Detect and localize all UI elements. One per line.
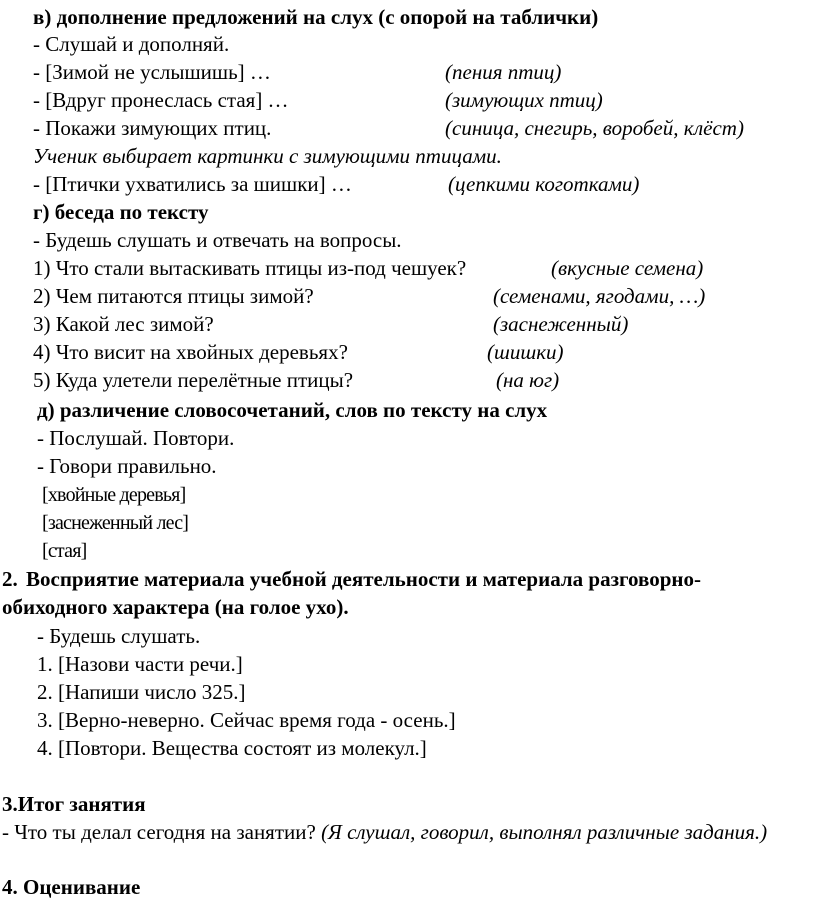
section-g-heading: г) беседа по тексту — [33, 200, 209, 224]
summary-answer: (Я слушал, говорил, выполнял различные задания.) — [321, 820, 768, 844]
sentence-answer: (синица, снегирь, воробей, клёст) — [445, 116, 744, 140]
section-v-heading: в) дополнение предложений на слух (с опорой на таблички) — [33, 5, 599, 29]
section-2-number: 2. — [2, 567, 18, 591]
sentence-answer: (цепкими коготками) — [448, 172, 640, 196]
section-2-heading: обиходного характера (на голое ухо). — [2, 595, 349, 619]
task-item: 1. [Назови части речи.] — [37, 652, 243, 676]
task-item: 4. [Повтори. Вещества состоят из молекул.] — [37, 736, 427, 760]
question-answer: (заснеженный) — [493, 312, 629, 336]
summary-question: - Что ты делал сегодня на занятии? — [2, 820, 316, 844]
question-item: 5) Куда улетели перелётные птицы? — [33, 368, 354, 392]
teacher-note: Ученик выбирает картинки с зимующими птицами. — [33, 144, 502, 168]
section-d-instruction: - Послушай. Повтори. — [37, 426, 235, 450]
sentence-item: - [Птички ухватились за шишки] … — [33, 172, 352, 196]
question-item: 4) Что висит на хвойных деревьях? — [33, 340, 348, 364]
task-item: 3. [Верно-неверно. Сейчас время года - осень.] — [37, 708, 456, 732]
question-answer: (шишки) — [487, 340, 564, 364]
question-item: 1) Что стали вытаскивать птицы из-под чешуек? — [33, 256, 467, 280]
section-4-heading: 4. Оценивание — [2, 875, 141, 899]
question-item: 3) Какой лес зимой? — [33, 312, 214, 336]
section-d-instruction: - Говори правильно. — [37, 454, 217, 478]
summary-paragraph — [2, 819, 792, 846]
task-item: 2. [Напиши число 325.] — [37, 680, 246, 704]
section-2-heading: Восприятие материала учебной деятельности и материала разговорно- — [26, 567, 702, 591]
section-2-instruction: - Будешь слушать. — [37, 624, 201, 648]
sentence-item: - [Зимой не услышишь] … — [33, 60, 271, 84]
word-item: [заснеженный лес] — [42, 512, 189, 534]
sentence-item: - [Вдруг пронеслась стая] … — [33, 88, 289, 112]
section-g-instruction: - Будешь слушать и отвечать на вопросы. — [33, 228, 402, 252]
sentence-answer: (зимующих птиц) — [445, 88, 603, 112]
sentence-item: - Покажи зимующих птиц. — [33, 116, 272, 140]
question-answer: (семенами, ягодами, …) — [493, 284, 706, 308]
word-item: [стая] — [42, 540, 87, 562]
question-answer: (вкусные семена) — [551, 256, 704, 280]
question-item: 2) Чем питаются птицы зимой? — [33, 284, 314, 308]
section-v-instruction: - Слушай и дополняй. — [33, 32, 230, 56]
section-d-heading: д) различение словосочетаний, слов по тексту на слух — [37, 398, 548, 422]
sentence-answer: (пения птиц) — [445, 60, 562, 84]
section-3-heading: 3.Итог занятия — [2, 792, 146, 816]
question-answer: (на юг) — [496, 368, 560, 392]
word-item: [хвойные деревья] — [42, 484, 186, 506]
